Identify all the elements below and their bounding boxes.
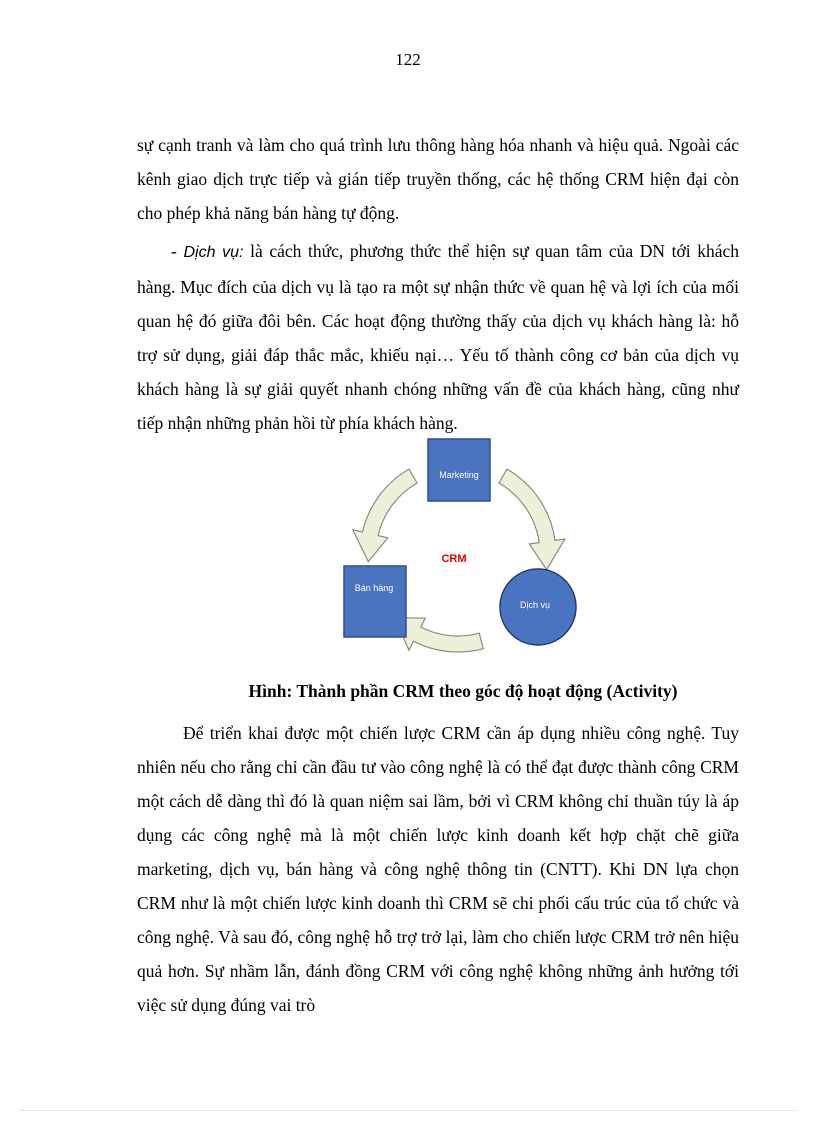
marketing-label: Marketing — [439, 470, 479, 480]
service-label: Dịch vụ — [519, 600, 551, 610]
page-number: 122 — [395, 50, 421, 69]
service-definition: là cách thức, phương thức thể hiện sự quan tâm của DN tới khách hàng. Mục đích của dịch vụ là tạo ra một sự nhận thức về quan hệ và lợi ích của mối quan hệ đó giữa đôi bên. Các hoạt động thường thấy của dịch vụ khách hàng là: hỗ trợ sử dụng, giải đáp thắc mắc, khiếu nại… Yếu tố thành công cơ bản của dịch vụ khách hàng là sự giải quyết nhanh chóng những vấn đề của khách hàng, cũng như tiếp nhận những phản hồi từ phía khách hàng. — [137, 241, 740, 433]
paragraph-service — [137, 234, 739, 440]
list-dash: - — [171, 241, 184, 261]
paragraph-sales-channels: sự cạnh tranh và làm cho quá trình lưu thông hàng hóa nhanh và hiệu quả. Ngoài các kênh giao dịch trực tiếp và gián tiếp truyền thống, các hệ thống CRM hiện đại còn cho phép khả năng bán hàng tự động. — [137, 135, 739, 223]
sales-node — [344, 566, 406, 637]
arrow-marketing-to-service — [499, 469, 565, 569]
figure-caption: Hình: Thành phần CRM theo góc độ hoạt động (Activity) — [248, 681, 678, 701]
footer-divider — [20, 1110, 796, 1111]
sales-label: Bán hàng — [354, 583, 394, 593]
paragraph-crm-technology: Để triển khai được một chiến lược CRM cần áp dụng nhiều công nghệ. Tuy nhiên nếu cho rằng chỉ cần đầu tư vào công nghệ là có thể đạt được thành công CRM một cách dễ dàng thì đó là quan niệm sai lầm, bởi vì CRM không chỉ thuần túy là áp dụng các công nghệ mà là một chiến lược kinh doanh kết hợp chặt chẽ giữa marketing, dịch vụ, bán hàng và công nghệ thông tin (CNTT). Khi DN lựa chọn CRM như là một chiến lược kinh doanh thì CRM sẽ chi phối cấu trúc của tổ chức và công nghệ. Và sau đó, công nghệ hỗ trợ trở lại, làm cho chiến lược CRM trở nên hiệu quả hơn. Sự nhầm lẫn, đánh đồng CRM với công nghệ không những ảnh hưởng tới việc sử dụng đúng vai trò — [137, 723, 739, 1015]
crm-cycle-diagram — [330, 436, 592, 662]
arrow-service-to-sales — [394, 618, 483, 652]
arrow-sales-to-marketing — [353, 469, 417, 562]
crm-center-label: CRM — [441, 553, 467, 565]
term-service: Dịch vụ: — [183, 244, 244, 261]
